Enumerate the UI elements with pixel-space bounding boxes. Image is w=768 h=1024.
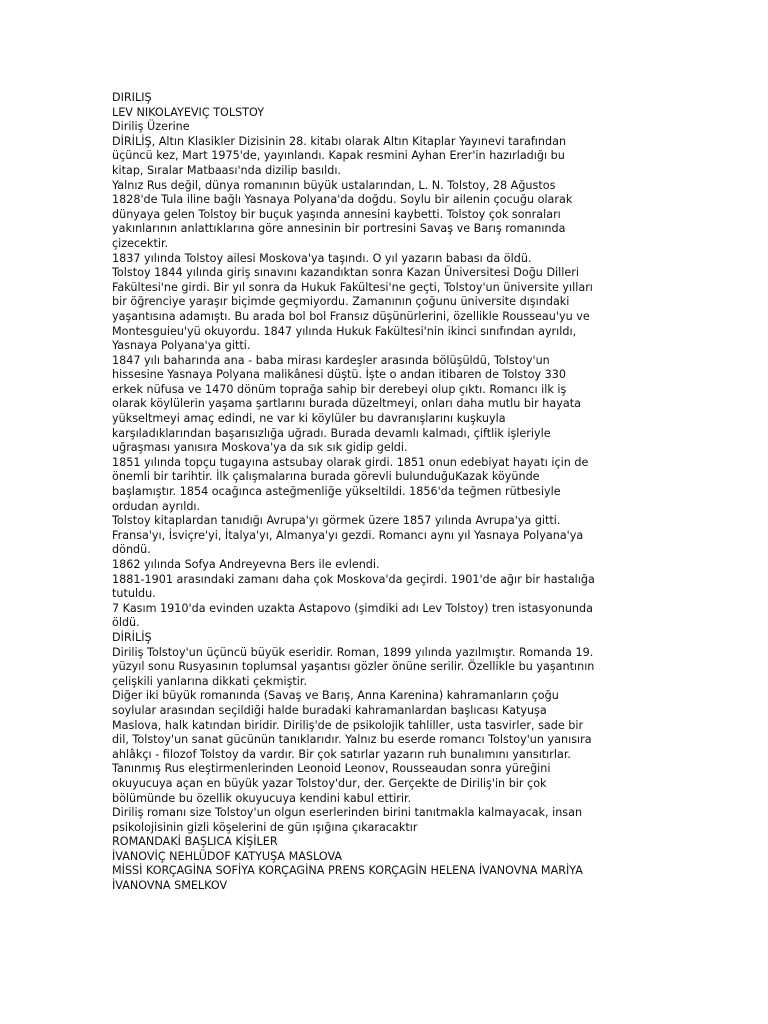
section-heading: ROMANDAKİ BAŞLICA KİŞİLER xyxy=(112,835,278,849)
book-title: DIRILIŞ xyxy=(112,91,152,104)
section-heading: Diriliş Üzerine xyxy=(112,120,190,134)
paragraph: 1862 yılında Sofya Andreyevna Bers ile evlendi. xyxy=(112,558,380,571)
paragraph: 1881-1901 arasındaki zamanı daha çok Moskova'da geçirdi. 1901'de ağır bir hastalığa tutuldu. xyxy=(112,572,595,601)
paragraph: Diğer iki büyük romanında (Savaş ve Barış, Anna Karenina) kahramanların çoğu soylular arasından seçildiği halde buradaki kahramanlardan başlıcası Katyuşa Maslova, halk katından biridir. Diriliş'de de psikolojik tahliller, usta tasvirler, sade bir dil, Tolstoy'un sanat gücünün tanıklarıdır. Yalnız bu eserde romancı Tolstoy'un yanısıra ahlâkçı - filozof Tolstoy da vardır. Bir çok satırlar yazarın ruh bunalımını yansıtırlar. xyxy=(112,689,592,761)
character-list: MİSSİ KORÇAGİNA SOFİYA KORÇAGİNA PRENS KORÇAGİN HELENA İVANOVNA MARİYA İVANOVNA SMELKOV xyxy=(112,864,583,893)
paragraph: DİRİLİŞ, Altın Klasikler Dizisinin 28. kitabı olarak Altın Kitaplar Yayınevi tarafından üçüncü kez, Mart 1975'de, yayınlandı. Kapak resmini Ayhan Erer'in hazırladığı bu kitap, Sıralar Matbaası'nda dizilip basıldı. xyxy=(112,134,567,177)
paragraph: 1847 yılı baharında ana - baba mirası kardeşler arasında bölüşüldü, Tolstoy'un hissesine Yasnaya Polyana malikânesi düştü. İşte o andan itibaren de Tolstoy 330 erkek nüfusa ve 1470 dönüm toprağa sahip bir derebeyi olup çıktı. Romancı ilk iş olarak köylülerin yaşama şartlarını burada düzeltmeyi, onları daha mutlu bir hayata yükseltmeyi amaç edindi, ne var ki köylüler bu davranışlarını kuşkuyla karşıladıklarından başarısızlığa uğradı. Burada devamlı kalmadı, çiftlik işleriyle uğraşması yanısıra Moskova'ya da sık sık gidip geldi. xyxy=(112,353,581,455)
section-heading: DİRİLİŞ xyxy=(112,630,152,644)
character-list: İVANOVİÇ NEHLÜDOF KATYUŞA MASLOVA xyxy=(112,849,343,863)
paragraph: Tanınmış Rus eleştirmenlerinden Leonoid Leonov, Rousseaudan sonra yüreğini okuyucuya açan en büyük yazar Tolstoy'dur, der. Gerçekte de Diriliş'in bir çok bölümünde bu özellik okuyucuya kendini kabul ettirir. xyxy=(112,762,551,805)
paragraph: 1851 yılında topçu tugayına astsubay olarak girdi. 1851 onun edebiyat hayatı için de önemli bir tarihtir. İlk çalışmalarına burada görevli bulunduğuKazak köyünde başlamıştır. 1854 ocağınca asteğmenliğe yükseltildi. 1856'da teğmen rütbesiyle ordudan ayrıldı. xyxy=(112,455,589,513)
paragraph: 1837 yılında Tolstoy ailesi Moskova'ya taşındı. O yıl yazarın babası da öldü. xyxy=(112,251,532,265)
paragraph: Tolstoy kitaplardan tanıdığı Avrupa'yı görmek üzere 1857 yılında Avrupa'ya gitti. Fransa'yı, İsviçre'yi, İtalya'yı, Almanya'yı gezdi. Romancı aynı yıl Yasnaya Polyana'ya döndü. xyxy=(112,514,584,557)
paragraph: 7 Kasım 1910'da evinden uzakta Astapovo (şimdiki adı Lev Tolstoy) tren istasyonunda öldü. xyxy=(112,601,593,630)
author-name: LEV NIKOLAYEVIÇ TOLSTOY xyxy=(112,105,265,119)
paragraph: Diriliş Tolstoy'un üçüncü büyük eseridir. Roman, 1899 yılında yazılmıştır. Romanda 19. yüzyıl sonu Rusyasının toplumsal yaşantısı gözler önüne serilir. Özellikle bu yaşantının çelişkili yanlarına dikkati çekmiştir. xyxy=(112,645,595,688)
document-page xyxy=(112,91,648,894)
paragraph: Tolstoy 1844 yılında giriş sınavını kazandıktan sonra Kazan Üniversitesi Doğu Dilleri Fakültesi'ne girdi. Bir yıl sonra da Hukuk Fakültesi'ne geçti, Tolstoy'un üniversite yılları bir öğrenciye yaraşır biçimde geçmiyordu. Zamanının çoğunu üniversite dışındaki yaşantısına adamıştı. Bu arada bol bol Fransız düşünürlerini, özellikle Rousseau'yu ve Montesguieu'yü okuyordu. 1847 yılında Hukuk Fakültesi'nin ikinci sınıfından ayrıldı, Yasnaya Polyana'ya gitti. xyxy=(112,266,593,353)
paragraph: Diriliş romanı size Tolstoy'un olgun eserlerinden birini tanıtmakla kalmayacak, insan psikolojisinin gizli köşelerini de gün ışığına çıkaracaktır xyxy=(112,806,583,834)
paragraph: Yalnız Rus değil, dünya romanının büyük ustalarından, L. N. Tolstoy, 28 Ağustos 1828'de Tula iline bağlı Yasnaya Polyana'da doğdu. Soylu bir ailenin çocuğu olarak dünyaya gelen Tolstoy bir buçuk yaşında annesini kaybetti. Tolstoy çok sonraları yakınlarının anlattıklarına göre annesinin bir portresini Savaş ve Barış romanında çizecektir. xyxy=(112,178,573,250)
